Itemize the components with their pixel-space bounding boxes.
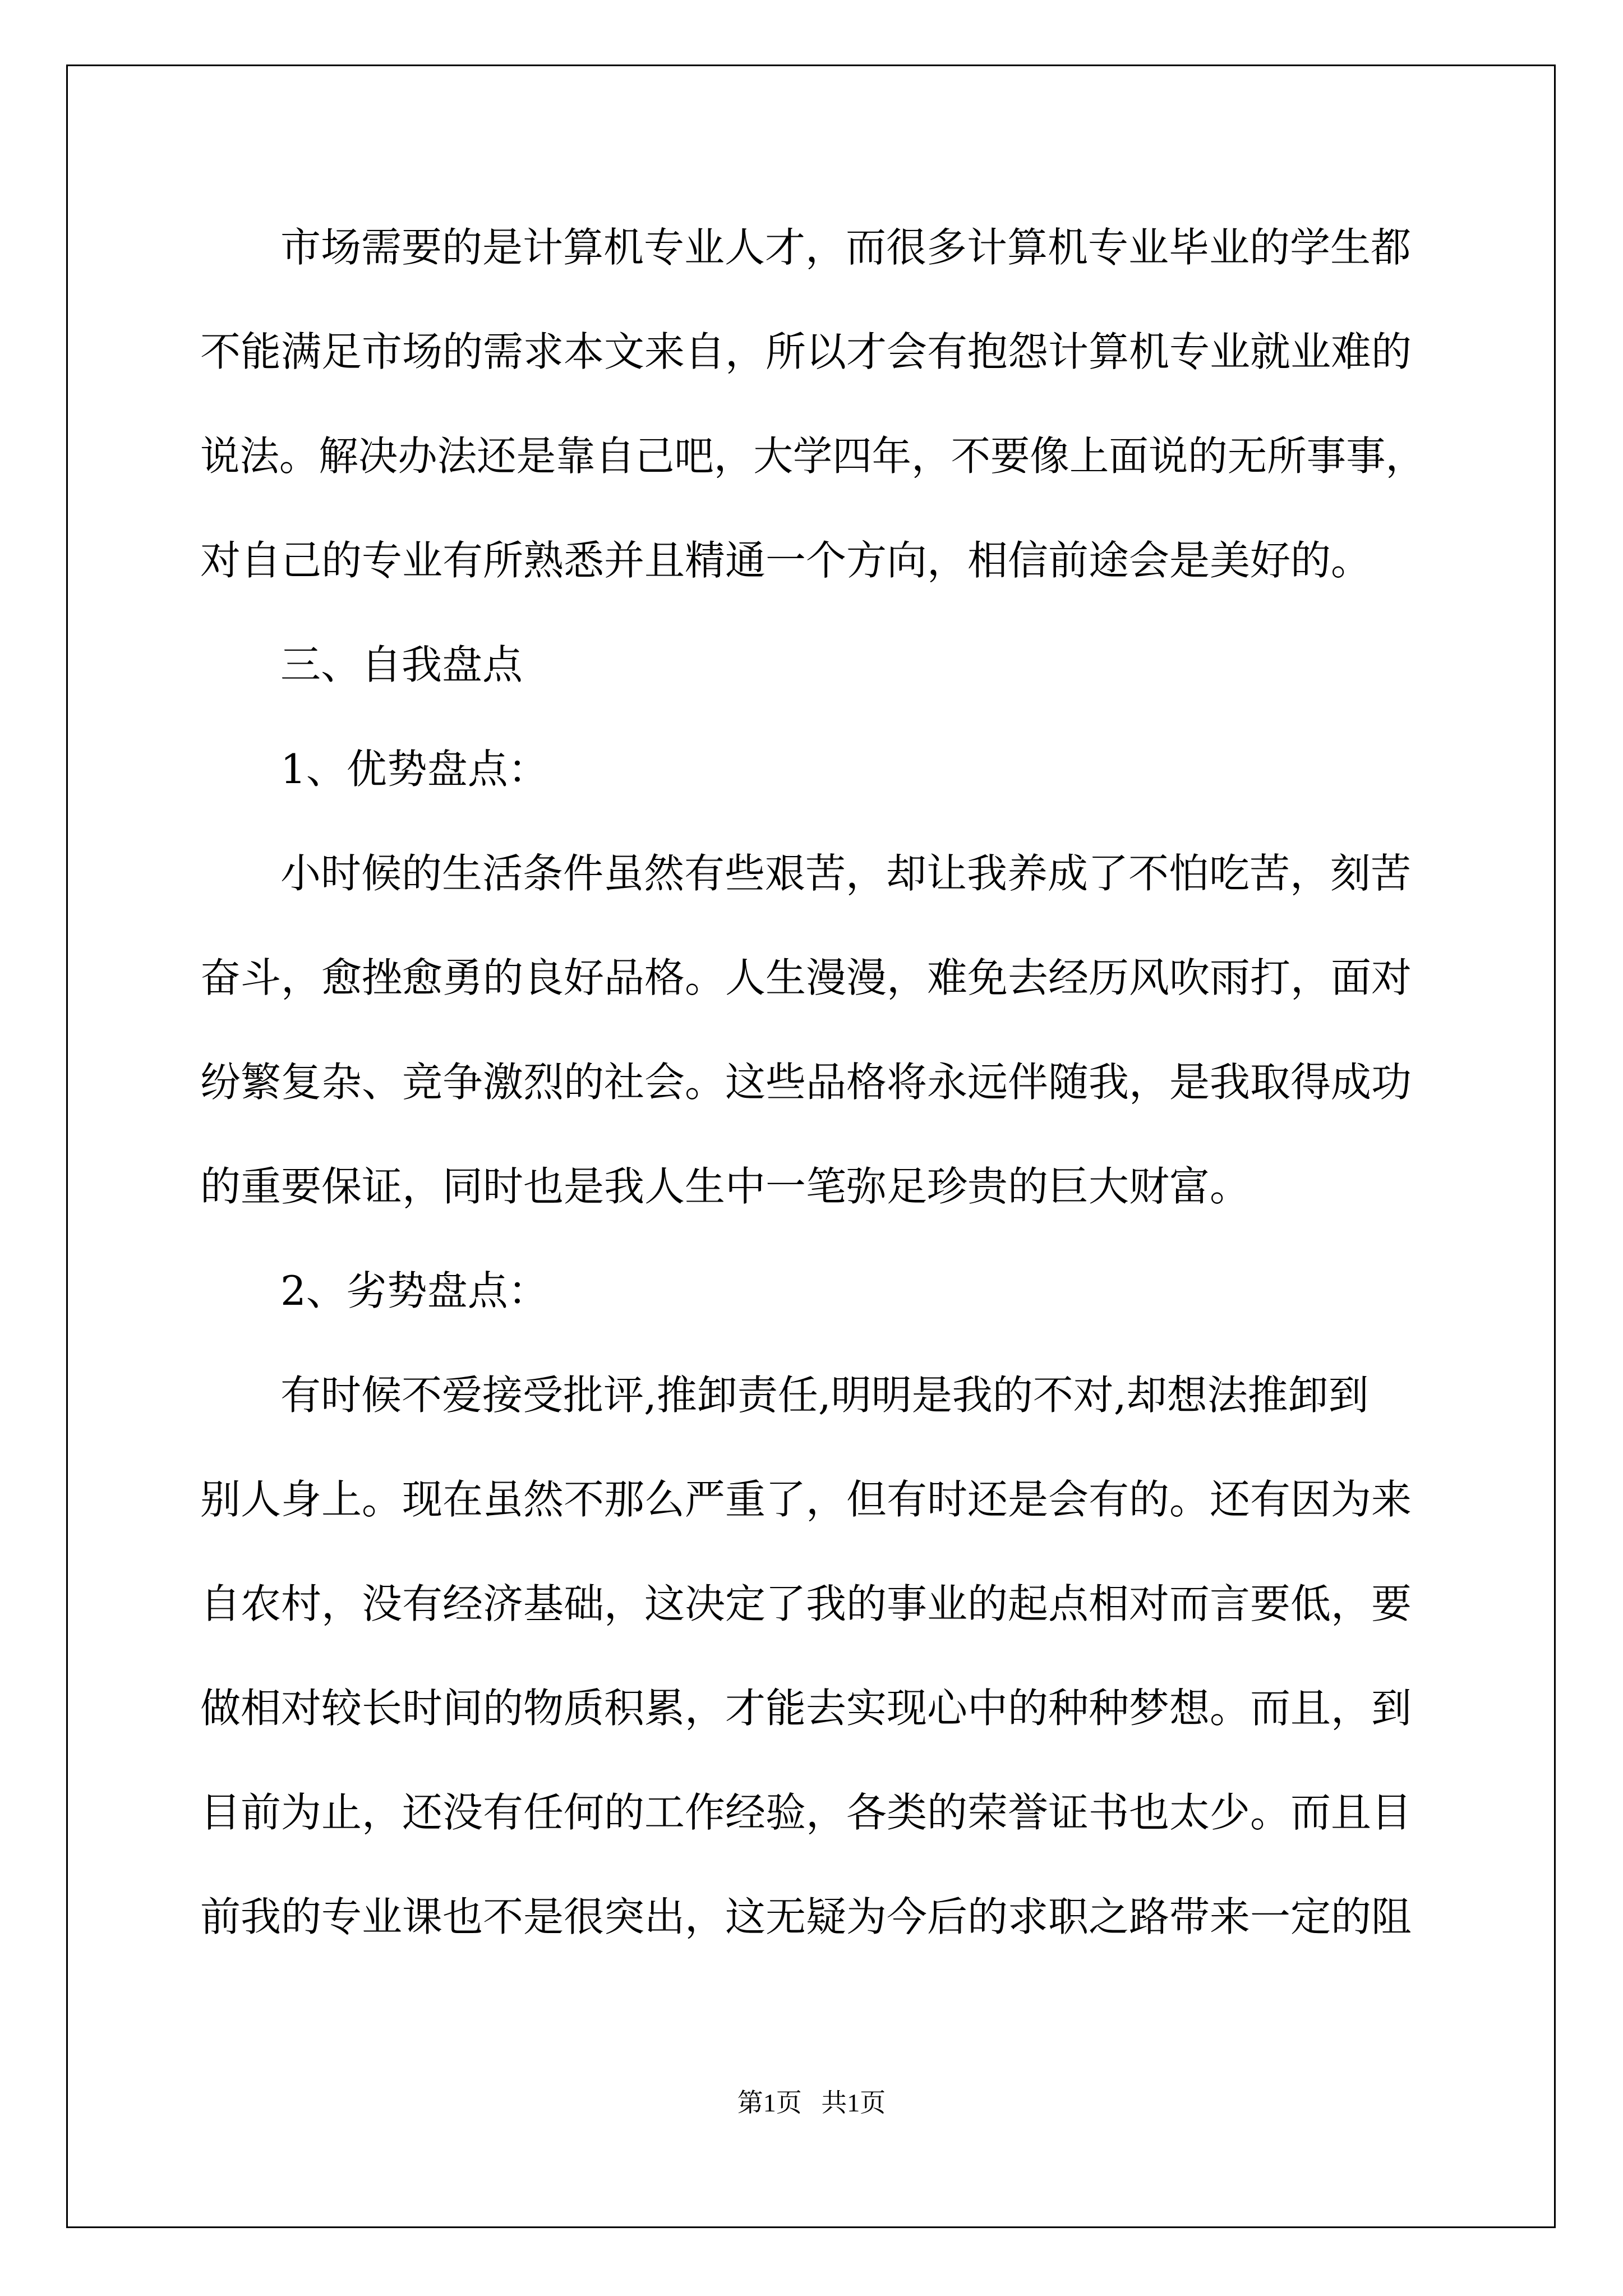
paragraph-line: 别人身上。现在虽然不那么严重了，但有时还是会有的。还有因为来	[200, 1476, 1412, 1523]
paragraph-line: 的重要保证，同时也是我人生中一笔弥足珍贵的巨大财富。	[200, 1163, 1251, 1210]
subsection-heading: 2、劣势盘点：	[280, 1267, 548, 1314]
paragraph-line: 做相对较长时间的物质积累，才能去实现心中的种种梦想。而且，到	[200, 1685, 1412, 1732]
subsection-heading: 1、优势盘点：	[280, 746, 548, 793]
page-footer: 第1页 共1页	[737, 2088, 886, 2117]
paragraph-line: 说法。解决办法还是靠自己吧，大学四年，不要像上面说的无所事事，	[200, 432, 1426, 480]
section-heading: 三、自我盘点	[280, 641, 523, 688]
paragraph-line: 纷繁复杂、竞争激烈的社会。这些品格将永远伴随我，是我取得成功	[200, 1059, 1412, 1106]
paragraph-line: 有时候不爱接受批评,推卸责任,明明是我的不对,却想法推卸到	[280, 1372, 1369, 1419]
paragraph-line: 不能满足市场的需求本文来自，所以才会有抱怨计算机专业就业难的	[200, 328, 1412, 375]
paragraph-line: 目前为止，还没有任何的工作经验，各类的荣誉证书也太少。而且目	[200, 1789, 1412, 1836]
paragraph-line: 前我的专业课也不是很突出，这无疑为今后的求职之路带来一定的阻	[200, 1893, 1412, 1940]
paragraph-line: 自农村，没有经济基础，这决定了我的事业的起点相对而言要低，要	[200, 1580, 1412, 1627]
paragraph-line: 小时候的生活条件虽然有些艰苦，却让我养成了不怕吃苦，刻苦	[280, 850, 1412, 897]
paragraph-line: 奋斗，愈挫愈勇的良好品格。人生漫漫，难免去经历风吹雨打，面对	[200, 954, 1412, 1001]
paragraph-line: 市场需要的是计算机专业人才，而很多计算机专业毕业的学生都	[280, 224, 1412, 271]
paragraph-line: 对自己的专业有所熟悉并且精通一个方向，相信前途会是美好的。	[200, 537, 1372, 584]
